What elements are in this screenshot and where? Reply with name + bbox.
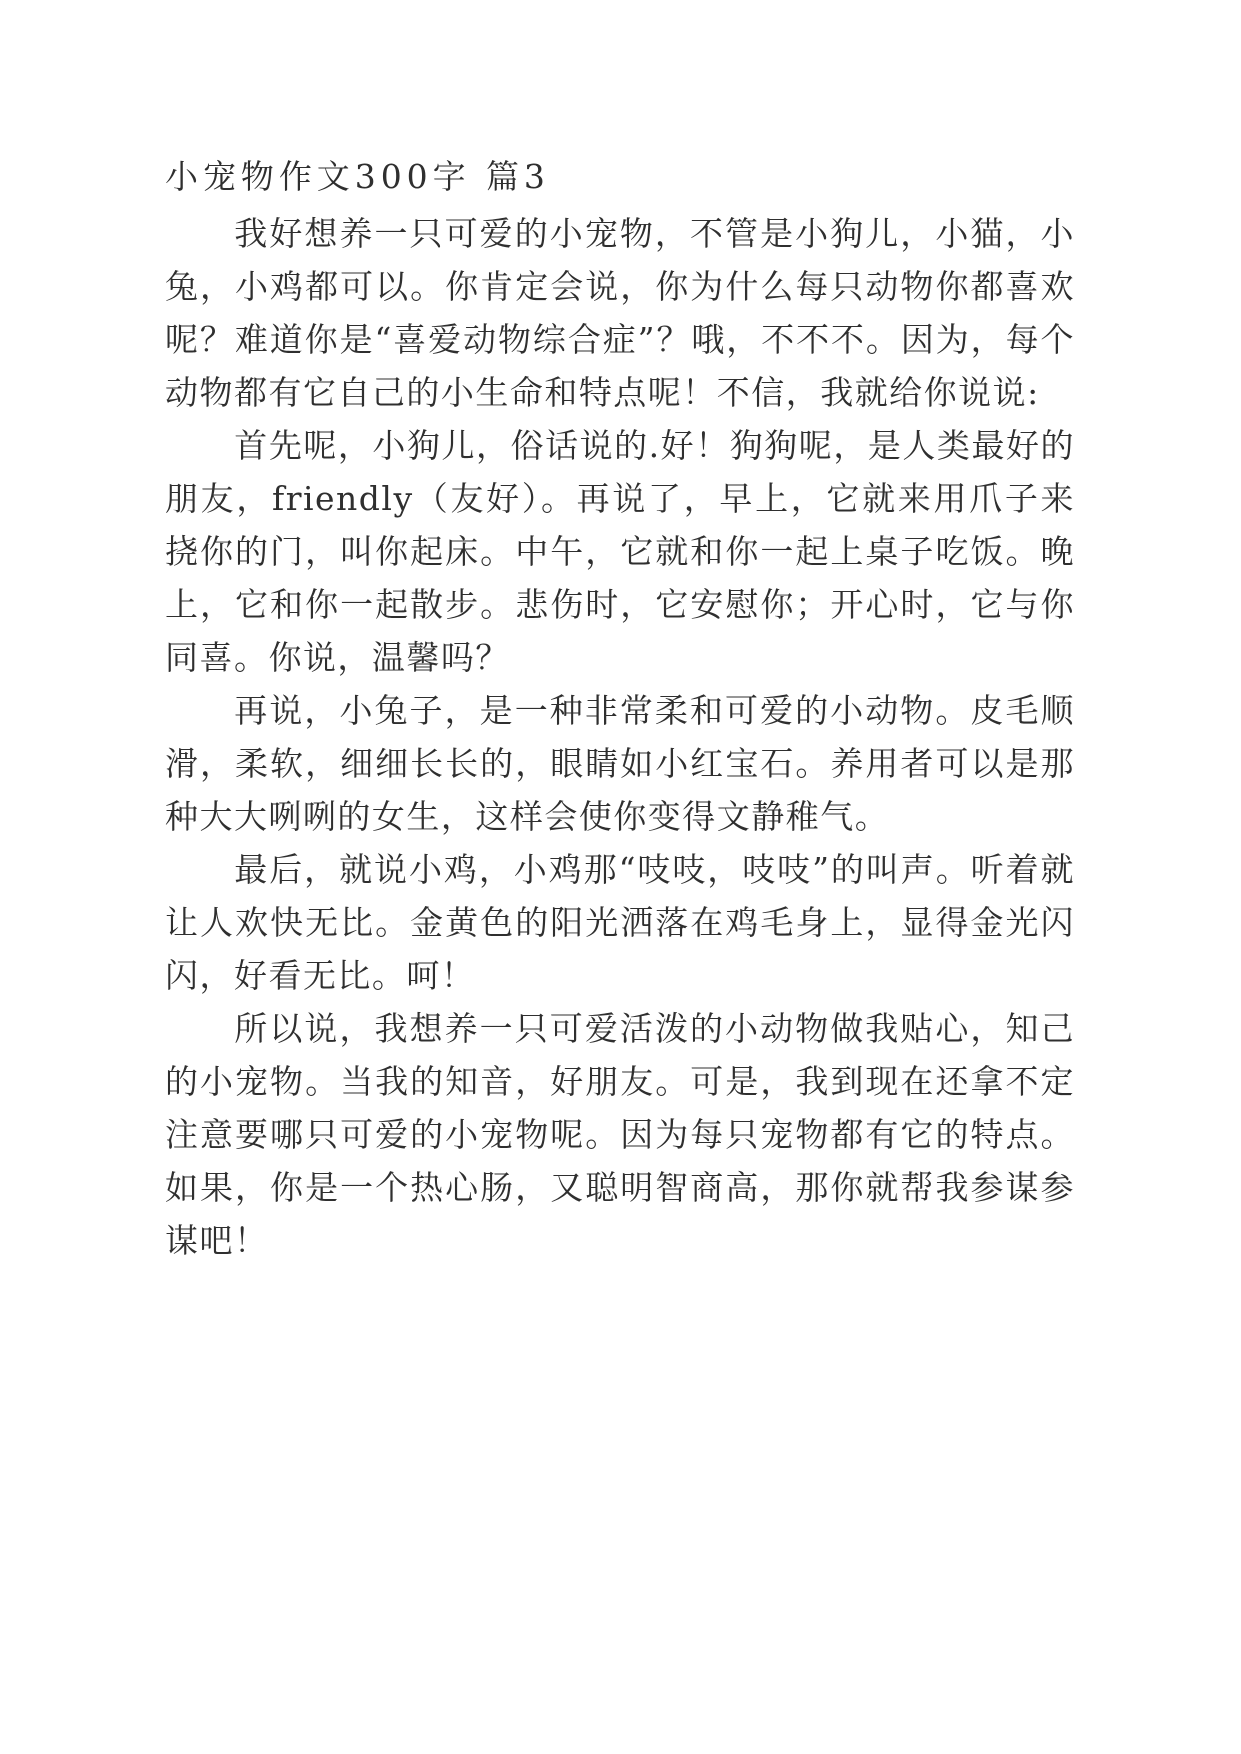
essay-paragraph: 最后，就说小鸡，小鸡那“吱吱，吱吱”的叫声。听着就让人欢快无比。金黄色的阳光洒落在鸡毛身上，显得金光闪闪，好看无比。呵！: [165, 850, 1075, 995]
essay-title: 小宠物作文300字 篇3: [165, 157, 550, 196]
essay-paragraph: 再说，小兔子，是一种非常柔和可爱的小动物。皮毛顺滑，柔软，细细长长的，眼睛如小红宝石。养用者可以是那种大大咧咧的女生，这样会使你变得文静稚气。: [165, 691, 1075, 836]
essay-paragraph: 所以说，我想养一只可爱活泼的小动物做我贴心，知己的小宠物。当我的知音，好朋友。可是，我到现在还拿不定注意要哪只可爱的小宠物呢。因为每只宠物都有它的特点。如果，你是一个热心肠，又聪明智商高，那你就帮我参谋参谋吧！: [165, 1009, 1075, 1260]
essay-paragraph: 我好想养一只可爱的小宠物，不管是小狗儿，小猫，小兔，小鸡都可以。你肯定会说，你为什么每只动物你都喜欢呢？难道你是“喜爱动物综合症”？哦，不不不。因为，每个动物都有它自己的小生命和特点呢！不信，我就给你说说:: [165, 214, 1075, 412]
essay-paragraph: 首先呢，小狗儿，俗话说的.好！狗狗呢，是人类最好的朋友，friendly（友好）。再说了，早上，它就来用爪子来挠你的门，叫你起床。中午，它就和你一起上桌子吃饭。晚上，它和你一起散步。悲伤时，它安慰你；开心时，它与你同喜。你说，温馨吗？: [165, 426, 1075, 677]
